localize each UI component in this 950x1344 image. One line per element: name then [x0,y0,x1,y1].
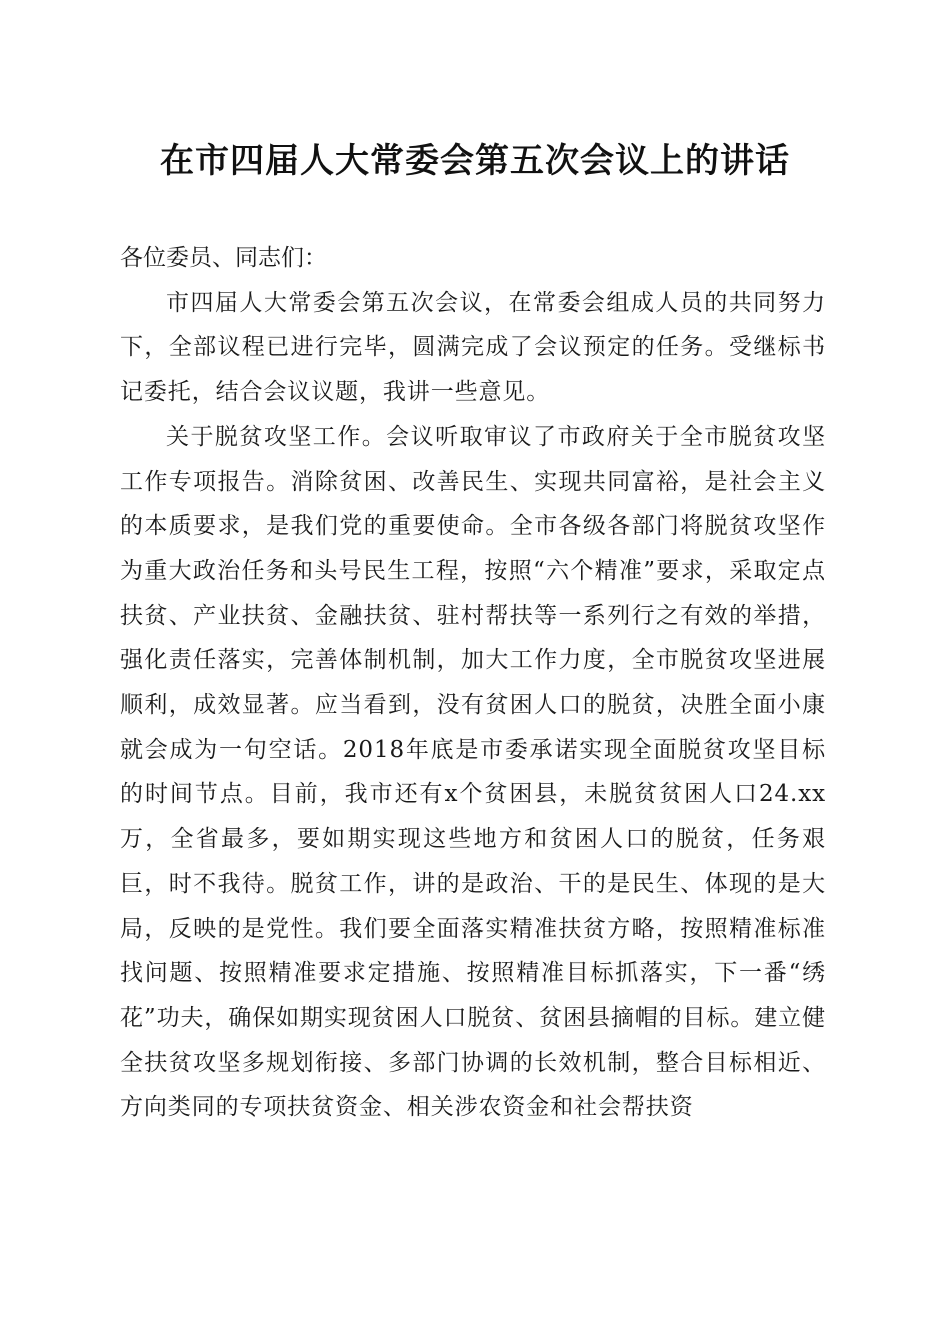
salutation: 各位委员、同志们： [120,245,327,271]
paragraph-poverty-alleviation: 关于脱贫攻坚工作。会议听取审议了市政府关于全市脱贫攻坚工作专项报告。消除贫困、改善民生、实现共同富裕，是社会主义的本质要求，是我们党的重要使命。全市各级各部门将脱贫攻坚作为重大政治任务和头号民生工程，按照“六个精准”要求，采取定点扶贫、产业扶贫、金融扶贫、驻村帮扶等一系列行之有效的举措，强化责任落实，完善体制机制，加大工作力度，全市脱贫攻坚进展顺利，成效显著。应当看到，没有贫困人口的脱贫，决胜全面小康就会成为一句空话。2018年底是市委承诺实现全面脱贫攻坚目标的时间节点。目前，我市还有x个贫困县，未脱贫贫困人口24.xx万，全省最多，要如期实现这些地方和贫困人口的脱贫，任务艰巨，时不我待。脱贫工作，讲的是政治、干的是民生、体现的是大局，反映的是党性。我们要全面落实精准扶贫方略，按照精准标准找问题、按照精准要求定措施、按照精准目标抓落实，下一番“绣花”功夫，确保如期实现贫困人口脱贫、贫困县摘帽的目标。建立健全扶贫攻坚多规划衔接、多部门协调的长效机制，整合目标相近、方向类同的专项扶贫资金、相关涉农资金和社会帮扶资 [120,423,826,1121]
document-title: 在市四届人大常委会第五次会议上的讲话 [160,141,790,181]
paragraph-opening: 市四届人大常委会第五次会议，在常委会组成人员的共同努力下，全部议程已进行完毕，圆满完成了会议预定的任务。受继标书记委托，结合会议议题，我讲一些意见。 [120,289,826,406]
document-body [120,236,826,1130]
